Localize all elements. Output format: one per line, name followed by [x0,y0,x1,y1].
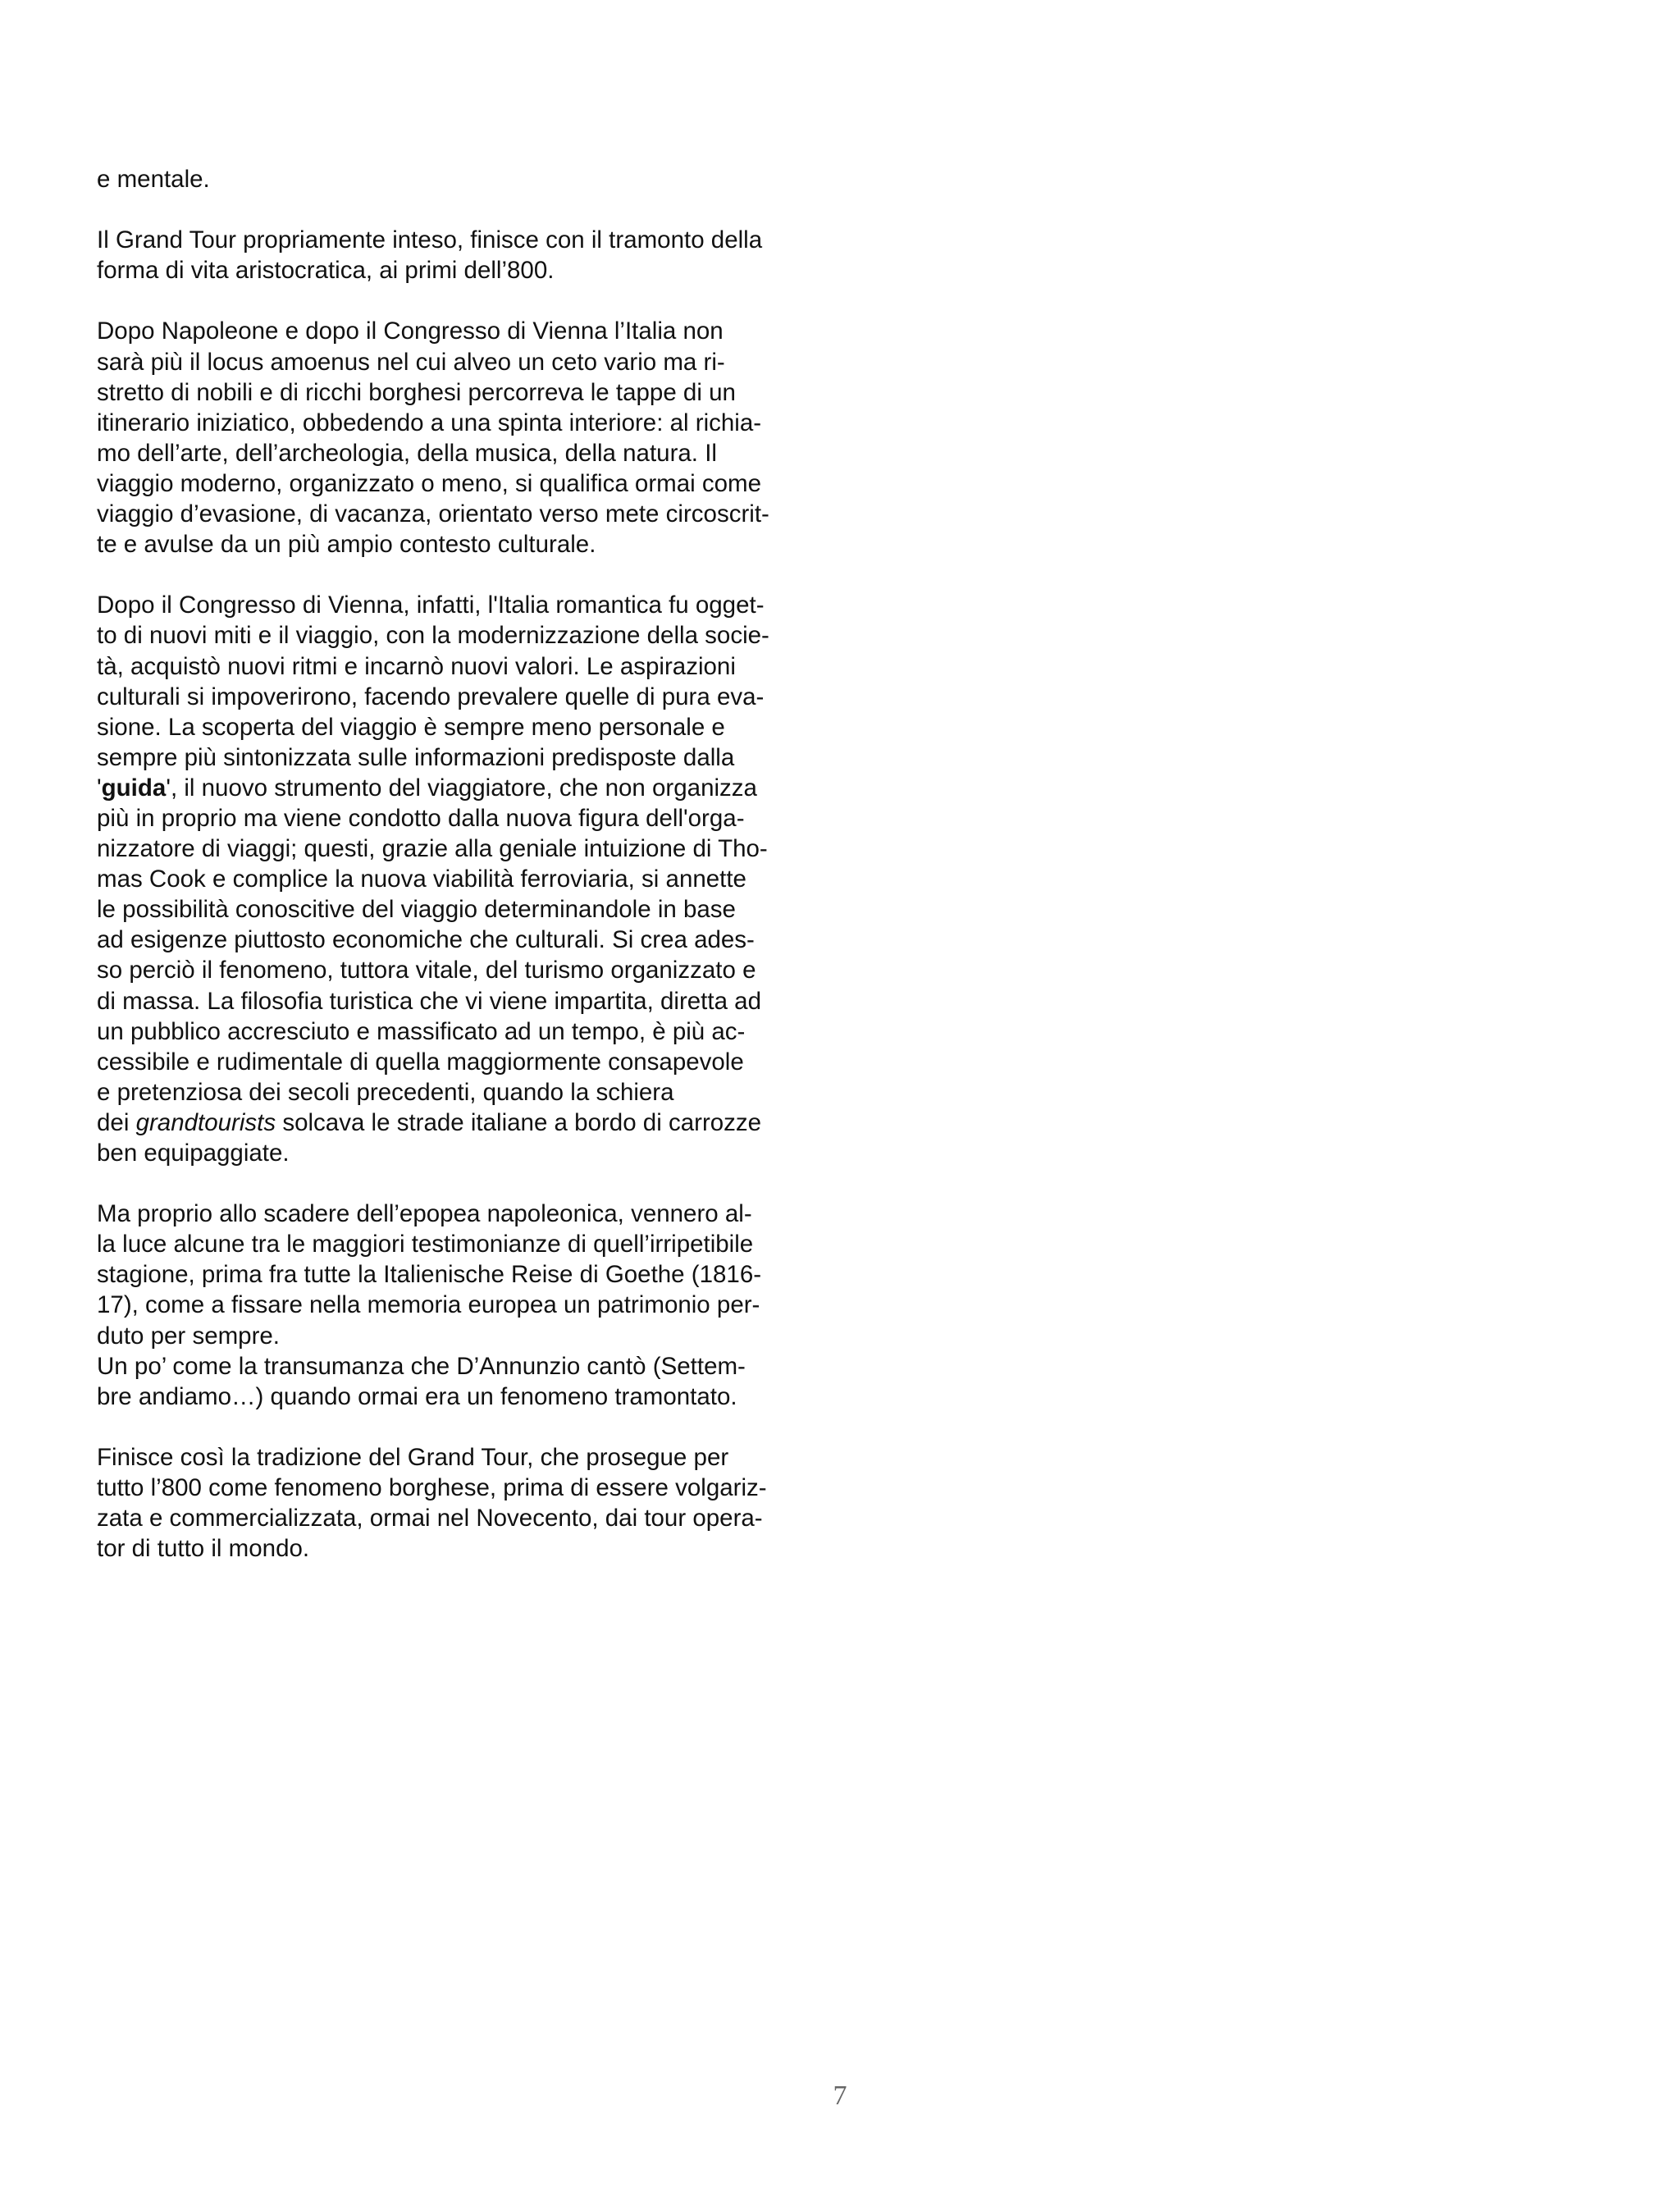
paragraph [97,164,835,194]
text-run: la luce alcune tra le maggiori testimonianze di quell’irripetibile [97,1231,754,1258]
text-run: so perciò il fenomeno, tuttora vitale, del turismo organizzato e [97,957,756,984]
paragraph-spacer [97,560,835,590]
text-line [97,1533,835,1564]
italic-text: grandtourists [135,1108,276,1136]
paragraph-spacer [97,285,835,316]
paragraph [97,1442,835,1564]
text-line [97,1503,835,1533]
text-line [97,1321,835,1351]
text-line [97,803,835,834]
text-run: tutto l’800 come fenomeno borghese, prima di essere volgariz- [97,1474,767,1502]
text-line [97,1351,835,1382]
text-run: tà, acquistò nuovi ritmi e incarnò nuovi valori. Le aspirazioni [97,652,736,680]
text-line [97,468,835,499]
text-line [97,499,835,529]
text-run: ad esigenze piuttosto economiche che culturali. Si crea ades- [97,926,755,954]
text-run: solcava le strade italiane a bordo di carrozze [276,1108,762,1136]
text-line [97,164,835,194]
text-line [97,955,835,985]
text-run: to di nuovi miti e il viaggio, con la modernizzazione della socie- [97,622,769,650]
text-run: viaggio d’evasione, di vacanza, orientato verso mete circoscrit- [97,500,769,528]
text-run: sarà più il locus amoenus nel cui alveo un ceto vario ma ri- [97,348,725,376]
text-line [97,1442,835,1473]
text-line [97,529,835,560]
text-line [97,742,835,773]
text-line [97,1290,835,1320]
text-run: te e avulse da un più ampio contesto culturale. [97,531,596,559]
paragraph-spacer [97,194,835,225]
paragraph-spacer [97,1412,835,1442]
text-run: stagione, prima fra tutte la Italienische Reise di Goethe (1816- [97,1261,762,1289]
text-run: itinerario iniziatico, obbedendo a una spinta interiore: al richia- [97,409,762,436]
paragraph [97,316,835,560]
page-body [97,164,835,1564]
text-line [97,377,835,408]
text-run: di massa. La filosofia turistica che vi viene impartita, diretta ad [97,987,761,1015]
text-line [97,651,835,682]
text-line [97,773,835,803]
text-run: sione. La scoperta del viaggio è sempre meno personale e [97,713,725,741]
text-run: nizzatore di viaggi; questi, grazie alla geniale intuizione di Tho- [97,835,768,863]
text-line [97,408,835,438]
text-run: le possibilità conoscitive del viaggio determinandole in base [97,896,736,924]
text-run: mo dell’arte, dell’archeologia, della musica, della natura. Il [97,439,717,467]
text-line [97,1138,835,1168]
text-run: viaggio moderno, organizzato o meno, si qualifica ormai come [97,469,762,497]
text-line [97,255,835,285]
text-line [97,590,835,620]
text-run: e mentale. [97,166,210,193]
text-run: dei [97,1108,136,1136]
text-line [97,1473,835,1503]
text-line [97,834,835,864]
paragraph-spacer [97,1168,835,1199]
text-line [97,712,835,742]
text-run: duto per sempre. [97,1322,281,1350]
text-run: più in proprio ma viene condotto dalla nuova figura dell'orga- [97,804,745,832]
paragraph [97,225,835,285]
text-run: Ma proprio allo scadere dell’epopea napoleonica, vennero al- [97,1200,752,1228]
text-run: tor di tutto il mondo. [97,1535,310,1563]
text-line [97,1199,835,1229]
text-run: ', il nuovo strumento del viaggiatore, che non organizza [166,774,757,802]
text-line [97,925,835,955]
text-line [97,316,835,346]
text-line [97,894,835,925]
paragraph [97,590,835,1168]
text-run: Dopo il Congresso di Vienna, infatti, l'Italia romantica fu ogget- [97,592,765,619]
text-run: e pretenziosa dei secoli precedenti, quando la schiera [97,1078,674,1106]
text-line [97,1016,835,1047]
text-line [97,1047,835,1077]
text-line [97,1108,835,1138]
text-line [97,682,835,712]
text-run: sempre più sintonizzata sulle informazioni predisposte dalla [97,743,735,771]
text-line [97,225,835,255]
text-run: ' [97,774,102,802]
text-run: 17), come a fissare nella memoria europea un patrimonio per- [97,1291,760,1319]
text-line [97,986,835,1016]
text-line [97,1259,835,1290]
text-run: cessibile e rudimentale di quella maggiormente consapevole [97,1048,744,1076]
text-run: zata e commercializzata, ormai nel Novecento, dai tour opera- [97,1505,763,1532]
bold-text: guida [101,774,167,802]
text-line [97,438,835,468]
text-run: Finisce così la tradizione del Grand Tour, che prosegue per [97,1443,729,1471]
text-line [97,864,835,894]
text-line [97,1229,835,1259]
text-run: Dopo Napoleone e dopo il Congresso di Vienna l’Italia non [97,317,724,345]
text-run: bre andiamo…) quando ormai era un fenomeno tramontato. [97,1382,737,1410]
text-line [97,347,835,377]
paragraph [97,1199,835,1412]
text-run: mas Cook e complice la nuova viabilità ferroviaria, si annette [97,866,746,893]
text-line [97,1382,835,1412]
text-line [97,1077,835,1108]
text-run: forma di vita aristocratica, ai primi dell’800. [97,257,555,285]
page-number: 7 [833,2081,847,2111]
text-run: stretto di nobili e di ricchi borghesi percorreva le tappe di un [97,378,736,406]
text-run: ben equipaggiate. [97,1140,290,1167]
text-run: Un po’ come la transumanza che D’Annunzio cantò (Settem- [97,1352,746,1380]
text-run: un pubblico accresciuto e massificato ad un tempo, è più ac- [97,1017,746,1045]
text-run: Il Grand Tour propriamente inteso, finisce con il tramonto della [97,226,763,254]
text-line [97,620,835,651]
text-run: culturali si impoverirono, facendo prevalere quelle di pura eva- [97,683,765,710]
